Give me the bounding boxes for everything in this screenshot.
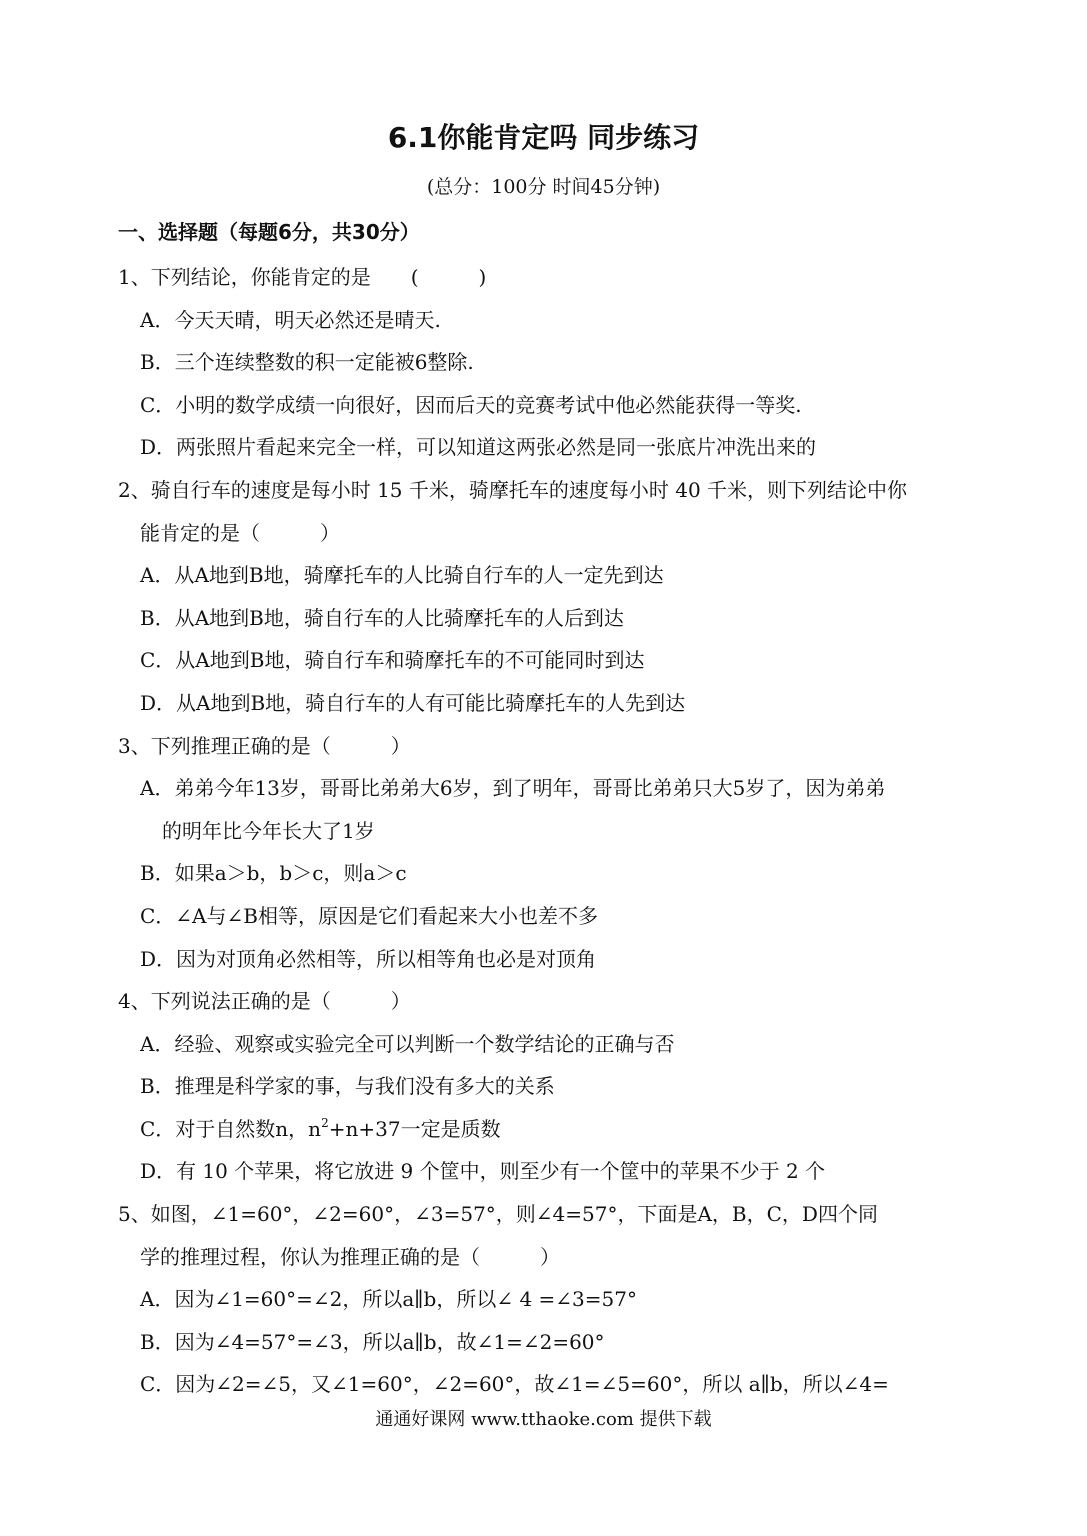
question-stem: 1、下列结论，你能肯定的是 ( ) [118, 265, 487, 289]
option-a: A．今天天晴，明天必然还是晴天. [140, 307, 441, 332]
question-stem: 3、下列推理正确的是（ ） [118, 733, 411, 758]
option-c-text-rest: +n+37一定是质数 [328, 1116, 501, 1141]
page-subtitle: (总分：100分 时间45分钟) [426, 176, 661, 198]
option-d: D．从A地到B地，骑自行车的人有可能比骑摩托车的人先到达 [140, 690, 686, 715]
option-c-text: C．对于自然数n，n [140, 1116, 322, 1141]
question-stem: 4、下列说法正确的是（ ） [118, 989, 411, 1014]
question-stem-continued: 能肯定的是（ ） [140, 520, 340, 545]
question-5 [118, 1193, 978, 1406]
exponent: 2 [321, 1115, 329, 1130]
question-2 [118, 469, 978, 725]
option-c: C．从A地到B地，骑自行车和骑摩托车的不可能同时到达 [140, 648, 645, 673]
document-body [118, 214, 978, 1406]
option-c: C．小明的数学成绩一向很好，因而后天的竞赛考试中他必然能获得一等奖. [140, 392, 802, 417]
question-3 [118, 725, 978, 981]
question-stem-continued: 学的推理过程，你认为推理正确的是（ ） [140, 1244, 560, 1269]
option-c: C．因为∠2=∠5，又∠1=60°，∠2=60°，故∠1=∠5=60°，所以 a∥b，所以∠4= [140, 1372, 889, 1397]
question-1 [118, 256, 978, 469]
question-stem: 2、骑自行车的速度是每小时 15 千米，骑摩托车的速度每小时 40 千米，则下列结论中你 [118, 477, 908, 502]
option-b: B．如果a＞b，b＞c，则a＞c [140, 861, 407, 886]
option-a: A．经验、观察或实验完全可以判断一个数学结论的正确与否 [140, 1031, 675, 1056]
question-stem: 5、如图，∠1=60°，∠2=60°，∠3=57°，则∠4=57°，下面是A，B，C，D四个同 [118, 1202, 878, 1227]
option-b: B．因为∠4=57°=∠3，所以a∥b，故∠1=∠2=60° [140, 1329, 605, 1354]
option-c [118, 1108, 978, 1151]
option-c: C．∠A与∠B相等，原因是它们看起来大小也差不多 [140, 903, 598, 928]
option-d: D．有 10 个苹果，将它放进 9 个筐中，则至少有一个筐中的苹果不少于 2 个 [140, 1159, 826, 1184]
section-header: 一、选择题（每题6分，共30分） [118, 220, 420, 244]
option-b: B．推理是科学家的事，与我们没有多大的关系 [140, 1074, 555, 1099]
option-d: D．两张照片看起来完全一样，可以知道这两张必然是同一张底片冲洗出来的 [140, 435, 817, 460]
page-title: 6.1你能肯定吗 同步练习 [387, 121, 700, 154]
option-a: A．因为∠1=60°=∠2，所以a∥b，所以∠ 4 =∠3=57° [140, 1287, 637, 1312]
option-b: B．从A地到B地，骑自行车的人比骑摩托车的人后到达 [140, 605, 624, 630]
option-a-continued: 的明年比今年长大了1岁 [162, 818, 375, 843]
option-b: B．三个连续整数的积一定能被6整除. [140, 350, 474, 375]
option-a: A．弟弟今年13岁，哥哥比弟弟大6岁，到了明年，哥哥比弟弟只大5岁了，因为弟弟 [140, 776, 886, 801]
option-a: A．从A地到B地，骑摩托车的人比骑自行车的人一定先到达 [140, 563, 664, 588]
page-footer: 通通好课网 www.tthaoke.com 提供下载 [375, 1409, 712, 1430]
question-4 [118, 980, 978, 1193]
option-d: D．因为对顶角必然相等，所以相等角也必是对顶角 [140, 946, 597, 971]
